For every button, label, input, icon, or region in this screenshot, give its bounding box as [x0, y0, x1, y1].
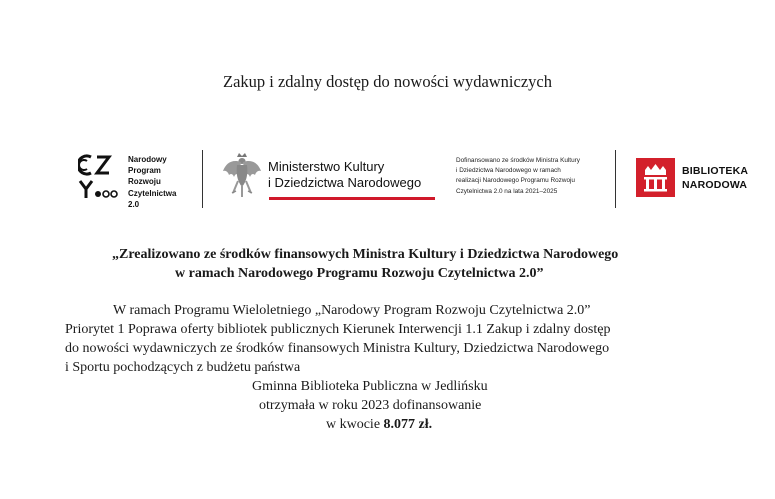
funding-note: Dofinansowano ze środków Ministra Kultury i Dziedzictwa Narodowego w ramach realizacji Narodowego Programu Rozwoju Czytelnictwa 2.0 na lata 2021–2025	[456, 157, 580, 195]
description-line: do nowości wydawniczych ze środków finansowych Ministra Kultury, Dziedzictwa Narodowego	[65, 341, 610, 356]
description-line: otrzymała w roku 2023 dofinansowanie	[259, 398, 482, 413]
ministry-logo	[222, 151, 438, 203]
funding-amount-line: w kwocie 8.077 zł.	[326, 417, 433, 432]
ministry-logo-text: Ministerstwo Kultury i Dziedzictwa Narodowego	[268, 159, 422, 190]
crown-icon	[636, 158, 675, 197]
library-name: Gminna Biblioteka Publiczna w Jedlińsku	[252, 379, 488, 394]
quote-line: „Zrealizowano ze środków finansowych Ministra Kultury i Dziedzictwa Narodowego	[112, 247, 619, 262]
quote-line: w ramach Narodowego Programu Rozwoju Czytelnictwa 2.0”	[175, 266, 544, 281]
sponsor-logos	[78, 146, 758, 210]
national-library-emblem	[636, 158, 675, 197]
ministry-accent-bar	[269, 197, 435, 200]
funding-amount: 8.077 zł.	[383, 417, 433, 432]
description-line: W ramach Programu Wieloletniego „Narodowy Program Rozwoju Czytelnictwa 2.0”	[113, 303, 591, 318]
eagle-emblem-icon	[222, 151, 262, 201]
logo-divider	[615, 150, 616, 208]
czy-logo-icon	[78, 154, 118, 202]
logo-divider	[202, 150, 203, 208]
program-logo	[78, 154, 188, 210]
national-library-text: BIBLIOTEKA NARODOWA	[682, 165, 749, 191]
description-line: Priorytet 1 Poprawa oferty bibliotek publicznych Kierunek Interwencji 1.1 Zakup i zdalny dostęp	[65, 322, 611, 337]
national-library-logo	[636, 158, 758, 198]
description-line: i Sportu pochodzących z budżetu państwa	[65, 360, 301, 375]
program-logo-text: Narodowy Program Rozwoju Czytelnictwa 2.0	[128, 155, 177, 209]
page-title: Zakup i zdalny dostęp do nowości wydawniczych	[222, 72, 552, 91]
